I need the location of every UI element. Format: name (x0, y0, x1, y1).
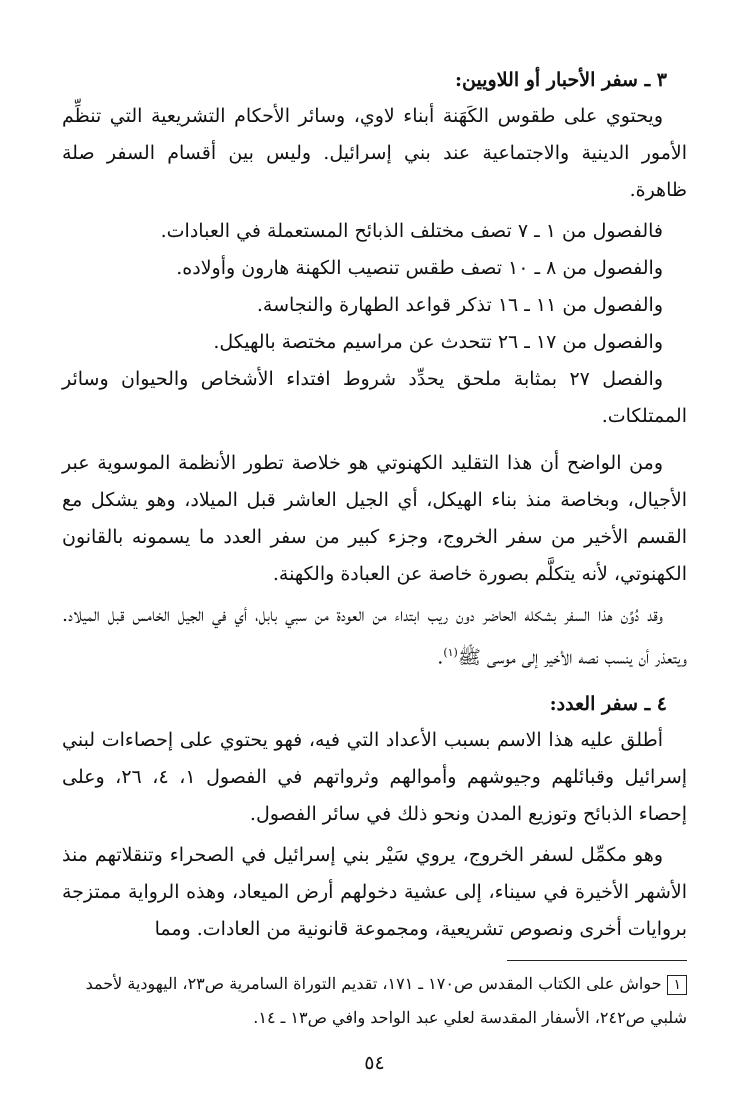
footnote-reference: (١) (443, 646, 458, 659)
footnotes (62, 967, 687, 1035)
section-3-intro: ويحتوي على طقوس الكَهَنة أبناء لاوي، وسائر الأحكام التشريعية التي تنظِّم الأمور الدينية والاجتماعية عند بني إسرائيل. وليس بين أقسام السفر صلة ظاهرة. (62, 105, 687, 201)
footnote-text: حواش على الكتاب المقدس ص١٧٠ ـ ١٧١، تقديم التوراة السامرية ص٢٣، اليهودية لأحمد شلبي ص٢٤٢، الأسفار المقدسة لعلي عبد الواحد وافي ص١٣ ـ ١٤. (85, 974, 687, 1027)
chapter-range-8-10: والفصول من ٨ ـ ١٠ تصف طقس تنصيب الكهنة هارون وأولاده. (176, 257, 663, 279)
chapter-range-1-7: فالفصول من ١ ـ ٧ تصف مختلف الذبائح المستعملة في العبادات. (160, 220, 663, 242)
priestly-tradition-paragraph: ومن الواضح أن هذا التقليد الكهنوتي هو خلاصة تطور الأنظمة الموسوية عبر الأجيال، وبخاصة منذ بناء الهيكل، أي الجيل العاشر قبل الميلاد، وهو يشكل مع القسم الأخير من سفر الخروج، وجزء كبير من سفر العدد ما يسمونه بالقانون الكهنوتي، لأنه يتكلَّم بصورة خاصة عن العبادة والكهنة. (62, 452, 687, 585)
main-text-column (62, 62, 687, 948)
chapter-range-11-16: والفصول من ١١ ـ ١٦ تذكر قواعد الطهارة والنجاسة. (256, 294, 663, 316)
page-number: ٥٤ (364, 1052, 385, 1074)
dating-text: وقد دُوِّن هذا السفر بشكله الحاضر دون ريب ابتداء من العودة من سبي بابل، أي في الجيل الخامس قبل الميلاد. ويتعذر أن ينسب نصه الأخير إلى موسى ﷺ (62, 604, 687, 669)
numbers-sequel-paragraph: وهو مكمِّل لسفر الخروج، يروي سَيْر بني إسرائيل في الصحراء وتنقلاتهم منذ الأشهر الأخيرة في سيناء، إلى عشية دخولهم أرض الميعاد، وهذه الرواية ممتزجة بروايات أخرى ونصوص تشريعية، ومجموعة قانونية من العادات. ومما (62, 844, 687, 941)
section-4-heading: ٤ ـ سفر العدد: (549, 693, 667, 716)
chapter-27-paragraph: والفصل ٢٧ بمثابة ملحق يحدِّد شروط افتداء الأشخاص والحيوان وسائر الممتلكات. (62, 368, 687, 427)
section-3-heading: ٣ ـ سفر الأحبار أو اللاويين: (455, 69, 667, 91)
chapter-range-17-26: والفصول من ١٧ ـ ٢٦ تتحدث عن مراسيم مختصة بالهيكل. (213, 331, 663, 353)
footnote-marker: ١ (667, 975, 687, 995)
numbers-name-paragraph: أطلق عليه هذا الاسم بسبب الأعداد التي فيه، فهو يحتوي على إحصاءات لبني إسرائيل وقبائلهم وجيوشهم وأموالهم وثرواتهم في الفصول ١، ٤، ٢٦، وعلى إحصاء الذبائح وتوزيع المدن ونحو ذلك في سائر الفصول. (62, 729, 688, 826)
footnote-divider (507, 960, 687, 961)
dating-end: . (437, 646, 444, 669)
dating-paragraph (62, 597, 687, 676)
